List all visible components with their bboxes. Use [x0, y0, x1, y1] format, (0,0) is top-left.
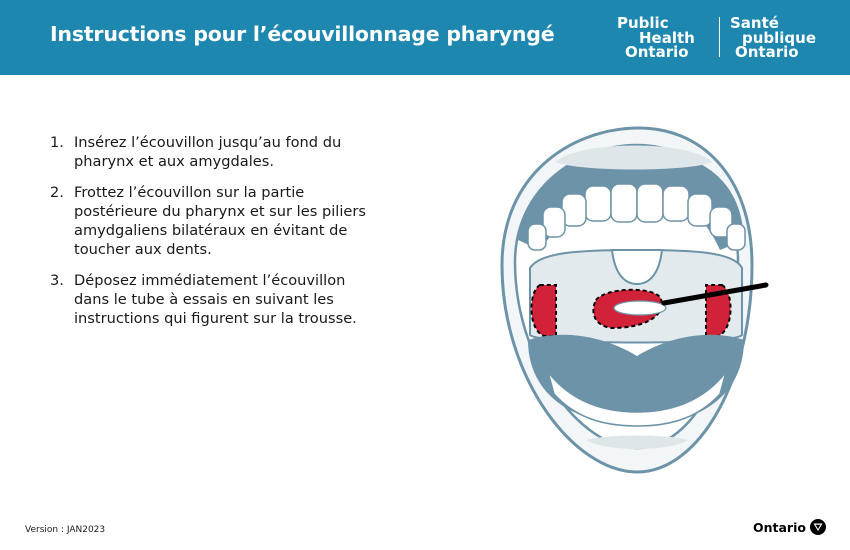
logo-en-line-3: Ontario	[625, 43, 689, 61]
step-number: 2.	[50, 184, 64, 201]
trillium-icon	[810, 519, 826, 535]
instruction-step-3	[45, 271, 375, 328]
public-health-ontario-logo	[617, 16, 695, 60]
logo-divider	[719, 17, 720, 57]
sante-publique-ontario-logo	[730, 16, 816, 60]
step-text: Déposez immédiatement l’écouvillon dans le tube à essais en suivant les instructions qui figurent sur la trousse.	[74, 272, 357, 327]
open-mouth-throat-swab-illustration	[500, 125, 775, 480]
version-label: Version : JAN2023	[25, 525, 106, 535]
step-text: Frottez l’écouvillon sur la partie postérieure du pharynx et sur les piliers amydgaliens bilatéraux en évitant de toucher aux dents.	[74, 184, 366, 258]
step-number: 1.	[50, 134, 64, 151]
logo-en-line-2: Health	[639, 28, 695, 47]
ontario-wordmark: Ontario	[753, 519, 806, 535]
instruction-step-2	[45, 183, 375, 259]
instruction-step-1	[45, 133, 375, 171]
step-number: 3.	[50, 272, 64, 289]
logo-fr-line-1: Santé	[730, 14, 779, 32]
page-title: Instructions pour l’écouvillonnage pharyngé	[50, 22, 555, 46]
step-text: Insérez l’écouvillon jusqu’au fond du pharynx et aux amygdales.	[74, 134, 342, 170]
logo-en-line-1: Public	[617, 14, 669, 32]
ontario-logo	[753, 519, 826, 535]
logo-fr-line-3: Ontario	[735, 43, 799, 61]
instruction-list	[45, 133, 375, 340]
header-banner	[0, 0, 850, 75]
logo-fr-line-2: publique	[742, 28, 817, 47]
